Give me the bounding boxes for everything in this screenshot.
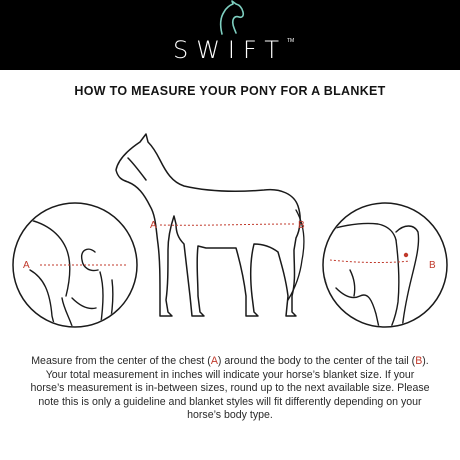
description-part-3: ). Your total measurement in inches will indicate your horse’s blanket size. If your horse’s measurement is in-between sizes, round up to the next available size. Please note this is only a guideline and blanket styles will fit differently depending on your horse’s body type.: [30, 355, 430, 422]
brand-header: [0, 0, 460, 70]
chest-point-label: A: [23, 260, 30, 271]
page-title: HOW TO MEASURE YOUR PONY FOR A BLANKET: [74, 84, 386, 98]
measurement-instructions: [28, 355, 432, 423]
description-part-1: Measure from the center of the chest (: [31, 355, 211, 367]
body-measure-line: [160, 224, 294, 225]
tail-point-label: B: [429, 260, 436, 271]
description-point-a: A: [210, 355, 218, 367]
description-point-b: B: [415, 355, 423, 367]
tail-detail-circle: [322, 203, 447, 334]
measurement-illustration: [0, 120, 460, 340]
description-part-2: ) around the body to the center of the tail (: [217, 355, 416, 367]
body-point-a-label: A: [150, 220, 157, 231]
horse-outline: [116, 134, 304, 316]
brand-wordmark: SWIFT: [172, 36, 288, 64]
chest-detail-circle: [13, 203, 137, 334]
trademark-mark: TM: [287, 38, 295, 44]
body-point-b-label: B: [298, 220, 305, 231]
